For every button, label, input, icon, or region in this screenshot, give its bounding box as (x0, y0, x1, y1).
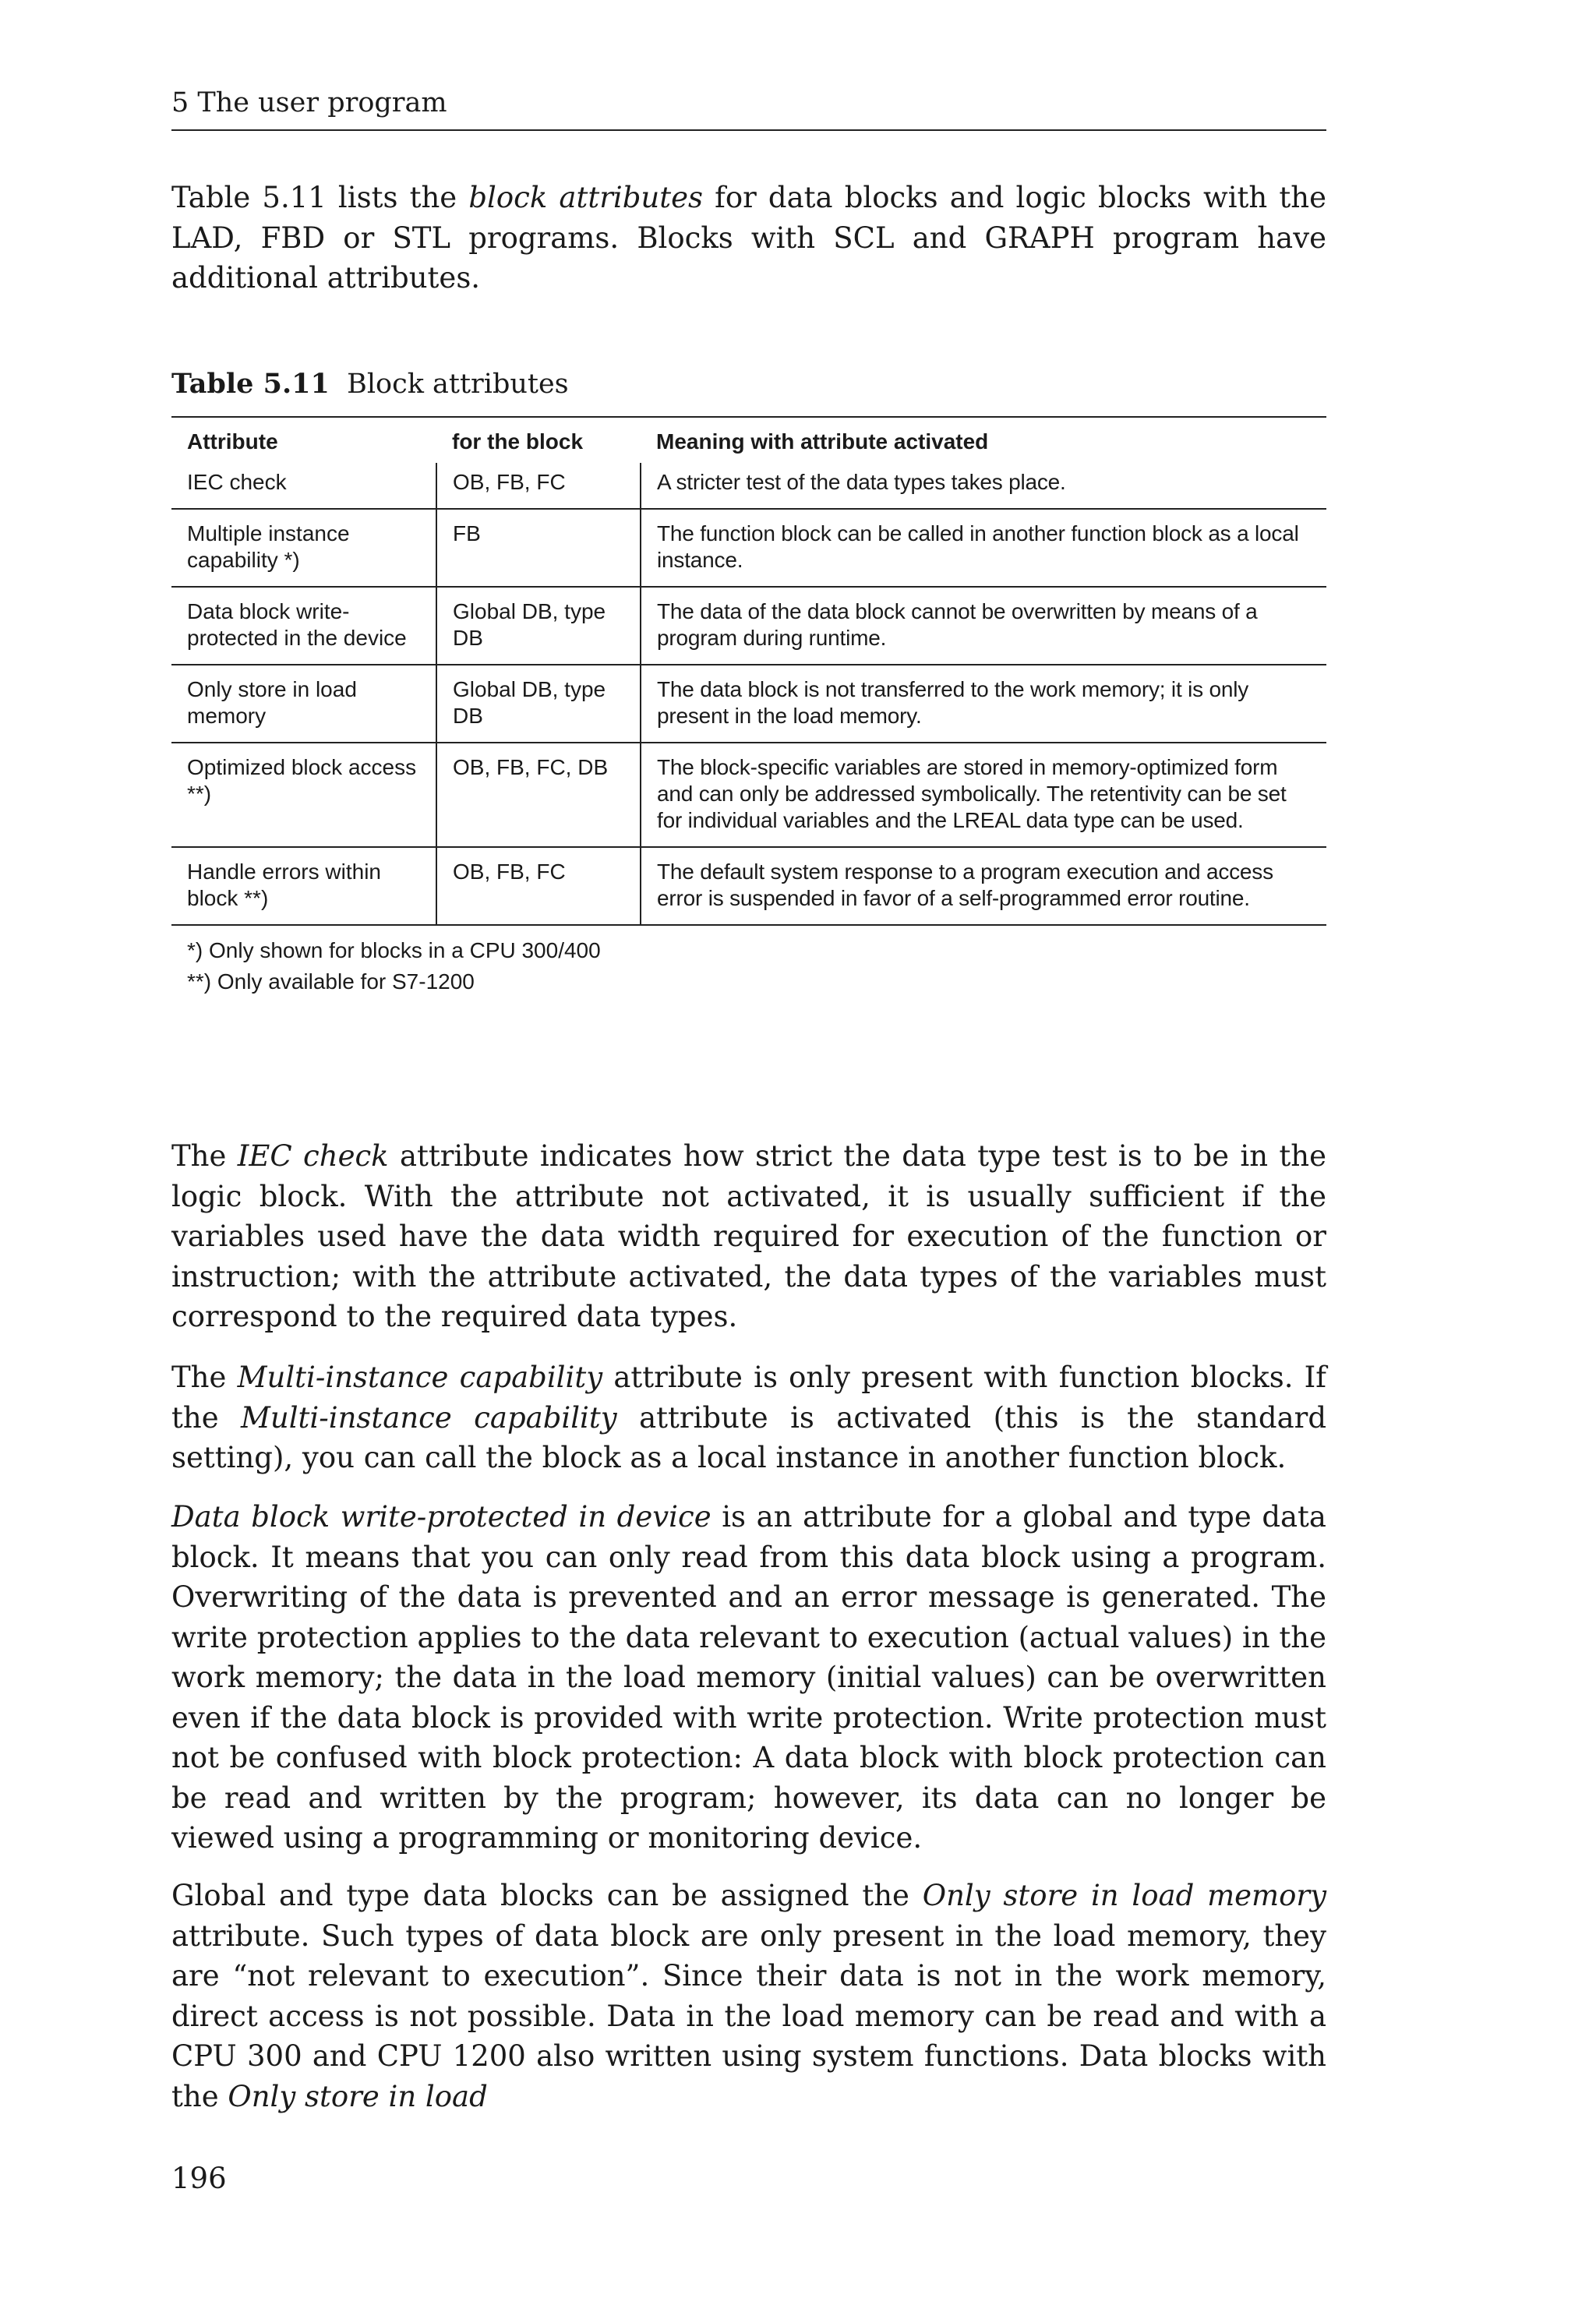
multi-text-2: attribute is only present with function blocks. If the (171, 1361, 1326, 1435)
table-row (171, 665, 1326, 743)
block-cell: FB (436, 509, 641, 587)
iec-check-paragraph (171, 1136, 1326, 1337)
load-emphasis-2: Only store in load (228, 2079, 488, 2113)
meaning-cell: The data of the data block cannot be overwritten by means of a program during runtime. (641, 587, 1326, 665)
meaning-cell: The data block is not transferred to the work memory; it is only present in the load memory. (641, 665, 1326, 743)
header-meaning: Meaning with attribute activated (641, 417, 1326, 463)
page-number: 196 (171, 2162, 227, 2195)
block-cell: Global DB, type DB (436, 665, 641, 743)
table-caption-label: Table 5.11 (171, 368, 330, 400)
multi-emphasis-1: Multi-instance capability (237, 1361, 603, 1394)
load-memory-paragraph (171, 1876, 1326, 2116)
multi-instance-paragraph (171, 1357, 1326, 1478)
intro-paragraph (171, 178, 1326, 298)
attribute-cell: Multiple instance capability *) (171, 509, 436, 587)
iec-emphasis: IEC check (237, 1139, 389, 1173)
intro-emphasis: block attributes (468, 181, 703, 214)
block-cell: OB, FB, FC (436, 847, 641, 925)
table-caption (171, 368, 569, 400)
multi-emphasis-2: Multi-instance capability (241, 1400, 617, 1435)
header-attribute: Attribute (171, 417, 436, 463)
meaning-cell: A stricter test of the data types takes place. (657, 470, 1066, 494)
meaning-cell: The function block can be called in another function block as a local instance. (641, 509, 1326, 587)
running-header: 5 The user program (171, 87, 447, 118)
block-cell: Global DB, type DB (436, 587, 641, 665)
table-row (171, 847, 1326, 925)
block-attributes-table (171, 416, 1326, 926)
write-protect-paragraph (171, 1497, 1326, 1859)
iec-text-2: attribute indicates how strict the data type test is to be in the logic block. With the attribute not activated, it is usually sufficient if the variables used have the data width required for execution of the function or instruction; with the attribute activated, the data types of the variables must correspond to the required data types. (171, 1139, 1327, 1333)
footnote-s7-1200: **) Only available for S7-1200 (187, 969, 475, 994)
header-for-the-block: for the block (436, 417, 641, 463)
iec-text-1: The (171, 1139, 238, 1173)
intro-text-2: for data blocks and logic blocks with the LAD, FBD or STL programs. Blocks with SCL and GRAPH program have additional attributes. (171, 181, 1326, 295)
multi-text-3: attribute is activated (this is the standard setting), you can call the block as a local instance in another function block. (171, 1400, 1327, 1474)
intro-text-1: Table 5.11 lists the (171, 181, 469, 214)
write-protect-emphasis: Data block write-protected in device (171, 1500, 711, 1534)
attribute-cell: Only store in load memory (171, 665, 436, 743)
load-text-2: attribute. Such types of data block are only present in the load memory, they are “not relevant to execution”. Since their data is not in the work memory, direct access is not possible. Data in the load memory can be read and with a CPU 300 and CPU 1200 also written using system functions. Data blocks with the (171, 1919, 1326, 2113)
attribute-cell: Data block write-protected in the device (171, 587, 436, 665)
table-footnotes (187, 935, 601, 997)
block-cell: OB, FB, FC (436, 463, 641, 509)
write-protect-text: is an attribute for a global and type data block. It means that you can only read from this data block using a program. Overwriting of the data is prevented and an error message is generated. The write protection applies to the data relevant to execution (actual values) in the work memory; the data in the load memory (initial values) can be overwritten even if the data block is provided with write protection. Write protection must not be confused with block protection: A data block with block protection can be read and written by the program; however, its data can no longer be viewed using a programming or monitoring device. (171, 1500, 1326, 1855)
load-text-1: Global and type data blocks can be assigned the (171, 1879, 923, 1912)
table-caption-title: Block attributes (347, 369, 569, 400)
attribute-cell: Optimized block access **) (171, 743, 436, 847)
load-emphasis-1: Only store in load memory (922, 1879, 1327, 1912)
table-header-row (171, 417, 1326, 463)
header-rule (171, 129, 1326, 131)
table-row (171, 463, 1326, 509)
attribute-cell: Handle errors within block **) (171, 847, 436, 925)
block-cell: OB, FB, FC, DB (436, 743, 641, 847)
table-row (171, 743, 1326, 847)
meaning-cell: The default system response to a program execution and access error is suspended in favor of a self-programmed error routine. (641, 847, 1326, 925)
multi-text-1: The (171, 1361, 238, 1394)
meaning-cell: The block-specific variables are stored in memory-optimized form and can only be addressed symbolically. The retentivity can be set for individual variables and the LREAL data type can be used. (641, 743, 1326, 847)
attribute-cell: IEC check (171, 463, 436, 509)
footnote-cpu300-400: *) Only shown for blocks in a CPU 300/400 (187, 938, 601, 962)
table-row (171, 509, 1326, 587)
table-row (171, 587, 1326, 665)
